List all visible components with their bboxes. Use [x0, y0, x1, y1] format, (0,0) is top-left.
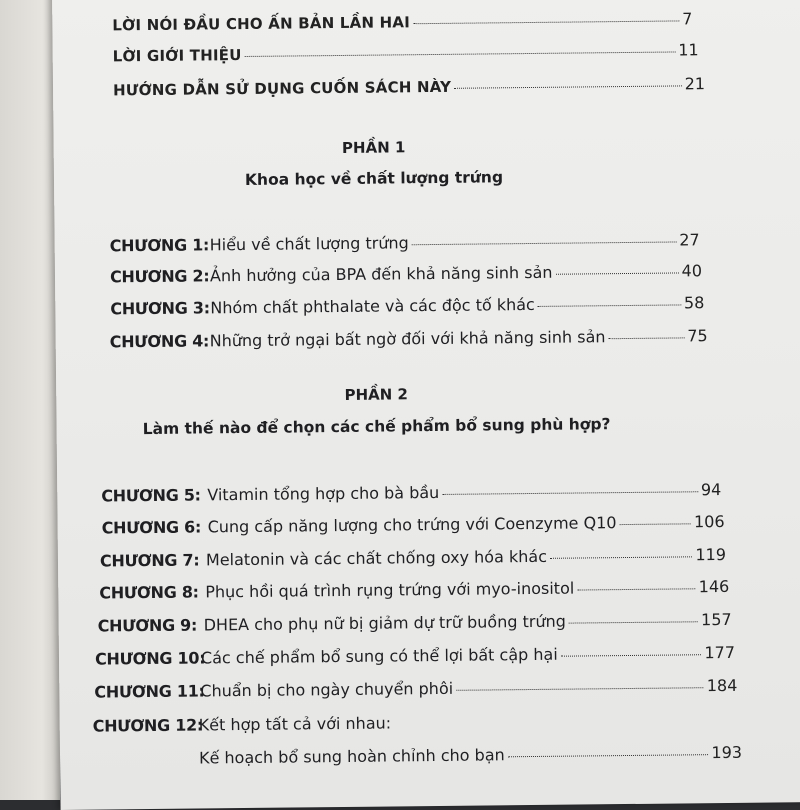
dot-leader: [245, 51, 676, 57]
entry-title: LỜI NÓI ĐẦU CHO ẤN BẢN LẦN HAI: [112, 13, 411, 35]
chapter-label: CHƯƠNG 8:: [99, 582, 199, 603]
chapter-label: CHƯƠNG 11:: [94, 681, 205, 702]
dot-leader: [577, 588, 695, 590]
toc-entry-chapter-5[interactable]: [101, 480, 721, 505]
chapter-label: CHƯƠNG 9:: [97, 615, 198, 636]
chapter-title: Nhóm chất phthalate và các độc tố khác: [210, 294, 535, 318]
toc-entry-foreword[interactable]: [112, 9, 692, 34]
chapter-label: CHƯƠNG 3:: [110, 298, 210, 319]
page-number: 40: [681, 261, 703, 281]
chapter-title: Ảnh hưởng của BPA đến khả năng sinh sản: [209, 262, 553, 286]
chapter-title: Cung cấp năng lượng cho trứng với Coenzyme Q10: [207, 513, 617, 537]
page-number: 177: [704, 642, 736, 663]
toc-entry-chapter-7[interactable]: [100, 545, 726, 571]
toc-entry-chapter-8[interactable]: [99, 577, 729, 603]
toc-entry-chapter-12-continued[interactable]: [199, 743, 742, 768]
dot-leader: [620, 523, 692, 525]
chapter-title: Kết hợp tất cả với nhau:: [198, 713, 392, 735]
dot-leader: [456, 687, 704, 691]
dot-leader: [561, 654, 702, 656]
dot-leader: [508, 754, 709, 757]
chapter-title: Chuẩn bị cho ngày chuyển phôi: [200, 678, 454, 701]
chapter-label: CHƯƠNG 10:: [94, 648, 206, 669]
toc-entry-chapter-10[interactable]: [95, 643, 735, 669]
page-number: 157: [700, 609, 732, 630]
chapter-label: CHƯƠNG 6:: [101, 517, 202, 538]
page-number: 184: [706, 675, 738, 696]
toc-entry-chapter-6[interactable]: [102, 512, 725, 538]
toc-entry-chapter-1[interactable]: [110, 230, 700, 255]
chapter-title: DHEA cho phụ nữ bị giảm dự trữ buồng trứng: [203, 611, 566, 635]
dot-leader: [413, 20, 679, 24]
chapter-label: CHƯƠNG 12:: [92, 715, 204, 736]
part-1-title: Khoa học về chất lượng trứng: [244, 168, 504, 189]
chapter-label: CHƯƠNG 1:: [109, 235, 210, 256]
toc-entry-introduction[interactable]: [113, 40, 699, 65]
previous-page-edge: [0, 0, 60, 800]
chapter-label: CHƯƠNG 2:: [109, 266, 210, 287]
chapter-title: Hiểu về chất lượng trứng: [209, 233, 409, 255]
chapter-title: Phục hồi quá trình rụng trứng với myo-inositol: [205, 578, 575, 602]
toc-entry-chapter-4[interactable]: [110, 326, 708, 351]
chapter-label: CHƯƠNG 4:: [109, 331, 210, 352]
page-number: 58: [683, 293, 705, 313]
page-number: 119: [695, 544, 727, 565]
toc-page: [52, 0, 800, 810]
chapter-title: Vitamin tổng hợp cho bà bầu: [207, 482, 440, 505]
page-number: 21: [684, 74, 706, 94]
entry-title: HƯỚNG DẪN SỬ DỤNG CUỐN SÁCH NÀY: [112, 77, 452, 100]
toc-entry-chapter-3[interactable]: [110, 293, 704, 318]
part-2-label: PHẦN 2: [344, 385, 409, 404]
dot-leader: [538, 304, 681, 306]
page-number: 27: [679, 230, 700, 250]
page-number: 94: [700, 480, 722, 500]
chapter-label: CHƯƠNG 7:: [99, 550, 200, 571]
page-number: 75: [687, 326, 708, 346]
toc-entry-how-to-use[interactable]: [113, 74, 705, 99]
page-number: 106: [693, 511, 725, 532]
dot-leader: [569, 621, 698, 623]
dot-leader: [442, 491, 698, 495]
chapter-title: Melatonin và các chất chống oxy hóa khác: [205, 546, 548, 570]
dot-leader: [454, 85, 682, 88]
page-number: 7: [682, 9, 693, 29]
chapter-title: Các chế phẩm bổ sung có thể lợi bất cập hại: [200, 644, 558, 668]
page-number: 11: [678, 40, 699, 60]
toc-entry-chapter-12[interactable]: [93, 710, 739, 736]
page-number: 193: [711, 742, 743, 763]
dot-leader: [556, 272, 679, 274]
chapter-title-continuation: Kế hoạch bổ sung hoàn chỉnh cho bạn: [198, 745, 505, 768]
dot-leader: [608, 337, 684, 339]
toc-entry-chapter-2[interactable]: [110, 261, 702, 286]
dot-leader: [412, 241, 677, 245]
part-1-label: PHẦN 1: [341, 138, 406, 157]
part-2-title: Làm thế nào để chọn các chế phẩm bổ sung phù hợp?: [142, 415, 611, 439]
dot-leader: [550, 556, 692, 558]
toc-entry-chapter-9[interactable]: [98, 610, 732, 636]
entry-title: LỜI GIỚI THIỆU: [112, 46, 242, 66]
chapter-title: Những trở ngại bất ngờ đối với khả năng sinh sản: [209, 327, 606, 351]
chapter-label: CHƯƠNG 5:: [101, 485, 201, 506]
page-number: 146: [698, 576, 730, 597]
toc-entry-chapter-11[interactable]: [94, 676, 737, 702]
